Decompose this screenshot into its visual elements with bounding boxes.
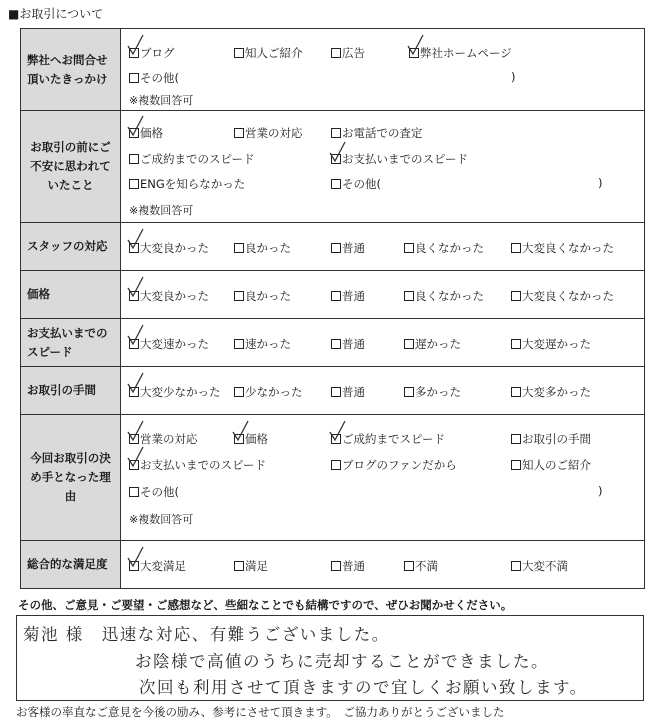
- radio-option[interactable]: 大変良かった: [129, 288, 209, 304]
- answer-cell: [121, 415, 645, 540]
- radio-option[interactable]: 多かった: [404, 384, 461, 400]
- answer-cell: [121, 111, 645, 222]
- checkbox-option[interactable]: その他(: [129, 484, 179, 500]
- checkbox[interactable]: [404, 291, 414, 301]
- checkbox-option[interactable]: 広告: [331, 45, 365, 61]
- radio-option[interactable]: 普通: [331, 558, 365, 574]
- checkmark-icon: [126, 227, 146, 251]
- answer-cell: [121, 223, 645, 270]
- checkbox[interactable]: [404, 243, 414, 253]
- checkbox-option[interactable]: ご成約までスピード: [331, 431, 445, 447]
- checkbox[interactable]: [234, 387, 244, 397]
- checkbox-option[interactable]: その他(: [129, 70, 179, 86]
- radio-option[interactable]: 少なかった: [234, 384, 303, 400]
- checkbox[interactable]: [129, 73, 139, 83]
- checkmark-icon: [126, 419, 146, 443]
- handwritten-comment-line: 次回も利用させて頂きますので宜しくお願い致します。: [139, 678, 588, 697]
- multiple-answer-note: ※複数回答可: [129, 513, 194, 526]
- radio-option[interactable]: 普通: [331, 384, 365, 400]
- radio-option[interactable]: 良くなかった: [404, 240, 484, 256]
- checkbox[interactable]: [234, 339, 244, 349]
- checkbox[interactable]: [511, 339, 521, 349]
- question-row: [21, 367, 645, 415]
- radio-option[interactable]: 良かった: [234, 288, 291, 304]
- question-row: [21, 29, 645, 111]
- handwritten-comment-line: お陰様で高値のうちに売却することができました。: [135, 652, 549, 671]
- checkbox-option[interactable]: ブログのファンだから: [331, 457, 457, 473]
- question-row: [21, 111, 645, 223]
- question-label: お支払いまでのスピード: [21, 319, 121, 366]
- answer-cell: [121, 29, 645, 110]
- answer-cell: [121, 367, 645, 414]
- checkbox[interactable]: [511, 243, 521, 253]
- question-row: [21, 541, 645, 589]
- checkbox-option[interactable]: お支払いまでのスピード: [331, 151, 468, 167]
- checkbox-option[interactable]: 価格: [234, 431, 268, 447]
- checkbox[interactable]: [331, 48, 341, 58]
- close-paren: ): [511, 70, 516, 84]
- checkbox[interactable]: [511, 460, 521, 470]
- checkbox-option[interactable]: 弊社ホームページ: [409, 45, 512, 61]
- question-row: [21, 319, 645, 367]
- checkmark-icon: [126, 323, 146, 347]
- checkmark-icon: [126, 275, 146, 299]
- radio-option[interactable]: 良かった: [234, 240, 291, 256]
- section-heading: ■お取引について: [8, 7, 104, 21]
- question-row: [21, 271, 645, 319]
- checkbox-option[interactable]: お支払いまでのスピード: [129, 457, 266, 473]
- radio-option[interactable]: 満足: [234, 558, 268, 574]
- checkbox[interactable]: [331, 291, 341, 301]
- checkmark-icon: [126, 545, 146, 569]
- radio-option[interactable]: 大変良くなかった: [511, 288, 614, 304]
- comment-box[interactable]: [16, 615, 644, 701]
- checkbox[interactable]: [404, 339, 414, 349]
- multiple-answer-note: ※複数回答可: [129, 204, 194, 217]
- answer-cell: [121, 319, 645, 366]
- answer-cell: [121, 271, 645, 318]
- question-label: スタッフの対応: [21, 223, 121, 270]
- checkbox[interactable]: [234, 561, 244, 571]
- checkbox[interactable]: [234, 243, 244, 253]
- survey-table: [20, 28, 645, 589]
- checkbox[interactable]: [234, 48, 244, 58]
- checkbox[interactable]: [331, 128, 341, 138]
- radio-option[interactable]: 遅かった: [404, 336, 461, 352]
- checkbox-option[interactable]: お電話での査定: [331, 125, 423, 141]
- checkbox-option[interactable]: 営業の対応: [129, 431, 198, 447]
- thank-you-footer: お客様の率直なご意見を今後の励み、参考にさせて頂きます。 ご協力ありがとうございました: [16, 705, 505, 719]
- handwritten-comment-line: 菊池 様 迅速な対応、有難うございました。: [23, 625, 390, 644]
- checkbox[interactable]: [331, 387, 341, 397]
- question-row: [21, 223, 645, 271]
- question-label: お取引の手間: [21, 367, 121, 414]
- checkbox[interactable]: [331, 243, 341, 253]
- question-label: 弊社へお問合せ頂いたきっかけ: [21, 29, 121, 110]
- checkbox[interactable]: [404, 387, 414, 397]
- checkbox-option[interactable]: ブログ: [129, 45, 175, 61]
- radio-option[interactable]: 大変速かった: [129, 336, 209, 352]
- checkbox[interactable]: [511, 434, 521, 444]
- checkmark-icon: [328, 140, 348, 164]
- radio-option[interactable]: 大変良くなかった: [511, 240, 614, 256]
- radio-option[interactable]: 大変少なかった: [129, 384, 221, 400]
- question-label: 総合的な満足度: [21, 541, 121, 588]
- checkbox-option[interactable]: 価格: [129, 125, 163, 141]
- checkmark-icon: [406, 33, 426, 57]
- checkbox-option[interactable]: お取引の手間: [511, 431, 591, 447]
- answer-cell: [121, 541, 645, 588]
- radio-option[interactable]: 大変多かった: [511, 384, 591, 400]
- checkbox-option[interactable]: 知人のご紹介: [511, 457, 591, 473]
- radio-option[interactable]: 大変遅かった: [511, 336, 591, 352]
- checkbox[interactable]: [331, 561, 341, 571]
- checkbox[interactable]: [234, 291, 244, 301]
- close-paren: ): [598, 176, 603, 190]
- radio-option[interactable]: 不満: [404, 558, 438, 574]
- question-label: 今回お取引の決め手となった理由: [21, 415, 121, 540]
- radio-option[interactable]: 大変不満: [511, 558, 568, 574]
- checkmark-icon: [231, 419, 251, 443]
- checkbox-option[interactable]: 営業の対応: [234, 125, 303, 141]
- close-paren: ): [598, 484, 603, 498]
- checkmark-icon: [328, 419, 348, 443]
- checkmark-icon: [126, 445, 146, 469]
- checkmark-icon: [126, 371, 146, 395]
- radio-option[interactable]: 大変満足: [129, 558, 186, 574]
- checkmark-icon: [126, 33, 146, 57]
- checkbox-option[interactable]: ご成約までのスピード: [129, 151, 255, 167]
- checkbox[interactable]: [129, 179, 139, 189]
- checkmark-icon: [126, 114, 146, 138]
- radio-option[interactable]: 普通: [331, 288, 365, 304]
- checkbox-option[interactable]: その他(: [331, 176, 381, 192]
- radio-option[interactable]: 普通: [331, 336, 365, 352]
- multiple-answer-note: ※複数回答可: [129, 94, 194, 107]
- question-label: お取引の前にご不安に思われていたこと: [21, 111, 121, 222]
- radio-option[interactable]: 速かった: [234, 336, 291, 352]
- checkbox[interactable]: [331, 460, 341, 470]
- radio-option[interactable]: 普通: [331, 240, 365, 256]
- question-label: 価格: [21, 271, 121, 318]
- checkbox[interactable]: [511, 561, 521, 571]
- checkbox-option[interactable]: 知人ご紹介: [234, 45, 303, 61]
- checkbox[interactable]: [129, 154, 139, 164]
- checkbox[interactable]: [404, 561, 414, 571]
- checkbox[interactable]: [234, 128, 244, 138]
- checkbox[interactable]: [511, 291, 521, 301]
- radio-option[interactable]: 良くなかった: [404, 288, 484, 304]
- checkbox[interactable]: [331, 339, 341, 349]
- comment-prompt: その他、ご意見・ご要望・ご感想など、些細なことでも結構ですので、ぜひお聞かせください。: [18, 598, 513, 612]
- question-row: [21, 415, 645, 541]
- checkbox[interactable]: [129, 487, 139, 497]
- checkbox[interactable]: [331, 179, 341, 189]
- radio-option[interactable]: 大変良かった: [129, 240, 209, 256]
- checkbox-option[interactable]: ENGを知らなかった: [129, 176, 245, 192]
- checkbox[interactable]: [511, 387, 521, 397]
